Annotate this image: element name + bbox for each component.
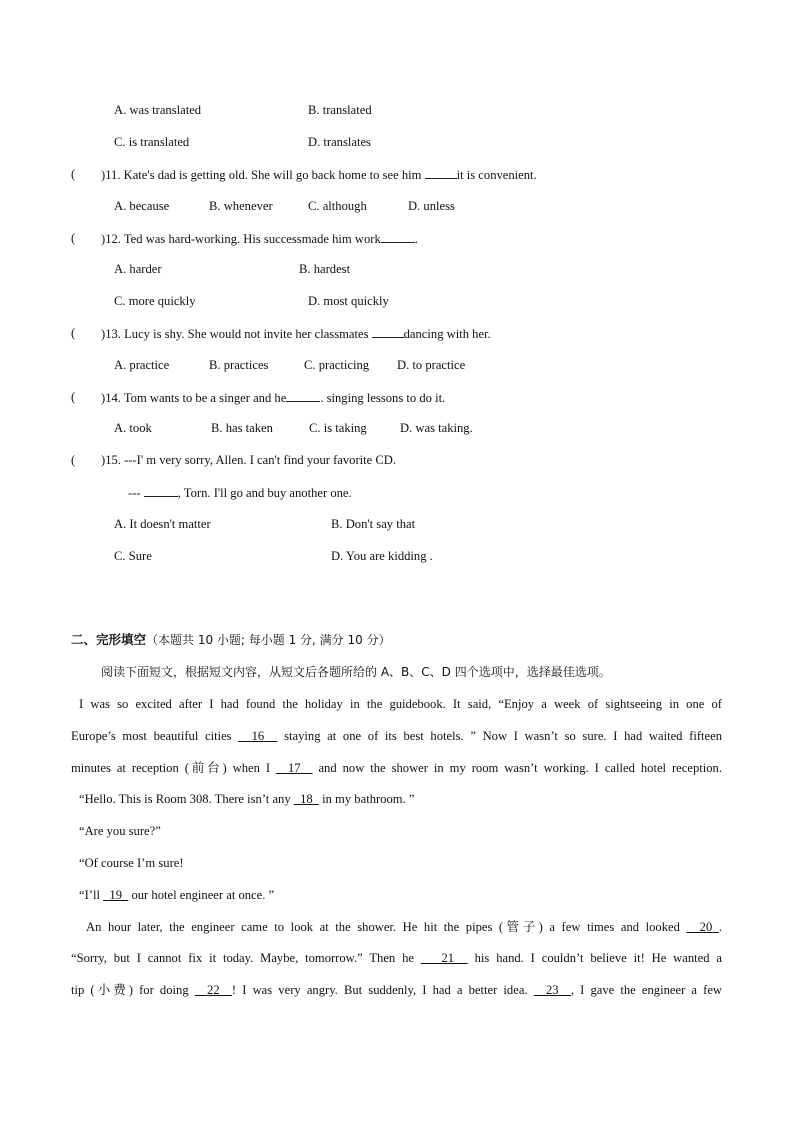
section-heading [71, 632, 391, 648]
q15-stem-text: 15. ---I' m very sorry, Allen. I can't find your favorite CD. [105, 453, 397, 467]
q12-stem-text: 12. Ted was hard-working. His successmade him work [105, 232, 381, 246]
q15-stem [101, 452, 396, 468]
q11-paren-close: ) [101, 168, 106, 182]
q12-paren-open: ( [71, 231, 76, 245]
q12-paren-close: ) [101, 232, 106, 246]
q14-stem-end: . singing lessons to do it. [320, 391, 446, 405]
passage-text: “Sorry, but I cannot fix it today. Maybe, tomorrow.” Then he [71, 951, 421, 965]
q11-stem-text: 11. Kate's dad is getting old. She will go back home to see him [105, 168, 425, 182]
q11-option-b: B. whenever [209, 199, 273, 213]
passage-text: . [718, 920, 723, 934]
q15-reply [128, 484, 352, 501]
blank-19 [103, 888, 128, 902]
blank-19-number: 19 [109, 888, 123, 902]
q13-option-d: D. to practice [397, 358, 466, 372]
q12-option-a: A. harder [114, 262, 162, 276]
passage-text: Europe’s most beautiful cities [71, 729, 239, 743]
q12-option-c: C. more quickly [114, 294, 196, 308]
q14-option-a: A. took [114, 421, 152, 435]
q10-option-b: B. translated [308, 103, 372, 117]
blank-22 [195, 983, 232, 997]
q11-option-a: A. because [114, 199, 170, 213]
q14-paren-close: ) [101, 391, 106, 405]
q15-option-c: C. Sure [114, 549, 152, 563]
passage-text: “Hello. This is Room 308. There isn’t any [79, 792, 294, 806]
passage-text: , I gave the engineer a few [570, 983, 723, 997]
passage-line-8 [86, 919, 722, 935]
q13-option-a: A. practice [114, 358, 170, 372]
q13-stem-end: dancing with her. [403, 327, 491, 341]
blank-21 [421, 951, 468, 965]
q15-paren-open: ( [71, 453, 76, 467]
q11-blank [425, 166, 457, 179]
blank-21-number: 21 [441, 951, 455, 965]
passage-text: in my bathroom. ” [318, 792, 415, 806]
q12-stem [101, 230, 418, 247]
q14-option-d: D. was taking. [400, 421, 473, 435]
q13-stem-text: 13. Lucy is shy. She would not invite her classmates [105, 327, 372, 341]
passage-text: staying at one of its best hotels. ” Now I wasn’t so sure. I had waited fifteen [277, 729, 722, 743]
passage-text: and now the shower in my room wasn’t working. I called hotel reception. [312, 761, 722, 775]
q15-reply-start: --- [128, 486, 144, 500]
q12-option-d: D. most quickly [308, 294, 389, 308]
q13-stem [101, 325, 491, 342]
passage-text: “I’ll [79, 888, 104, 902]
q14-option-c: C. is taking [309, 421, 367, 435]
section-title: 二、完形填空 [71, 632, 147, 647]
section-note: （本题共 10 小题; 每小题 1 分, 满分 10 分） [146, 633, 391, 647]
passage-line-3 [71, 760, 722, 776]
q13-paren-close: ) [101, 327, 106, 341]
q13-blank [372, 325, 404, 338]
q15-blank [144, 484, 178, 497]
passage-line-6: “Of course I’m sure! [79, 856, 184, 870]
q14-paren-open: ( [71, 390, 76, 404]
blank-23-number: 23 [545, 983, 559, 997]
passage-text: An hour later, the engineer came to look at the shower. He hit the pipes (管子) a few times and looked [86, 920, 687, 934]
passage-line-7 [79, 887, 274, 903]
blank-20-number: 20 [699, 920, 713, 934]
q15-paren-close: ) [101, 453, 106, 467]
passage-text: our hotel engineer at once. ” [128, 888, 275, 902]
q11-option-d: D. unless [408, 199, 455, 213]
blank-17-number: 17 [287, 761, 301, 775]
q11-stem-end: it is convenient. [456, 168, 537, 182]
section-instruction: 阅读下面短文，根据短文内容，从短文后各题所给的 A、B、C、D 四个选项中，选择最佳选项。 [101, 665, 611, 679]
q12-blank [381, 230, 415, 243]
blank-20 [687, 920, 719, 934]
blank-16 [238, 729, 277, 743]
blank-18-number: 18 [300, 792, 313, 806]
q15-reply-end: , Torn. I'll go and buy another one. [177, 486, 352, 500]
passage-text: his hand. I couldn’t believe it! He wanted a [467, 951, 723, 965]
passage-line-1: I was so excited after I had found the holiday in the guidebook. It said, “Enjoy a week of sightseeing in one of [79, 697, 722, 711]
passage-text: tip (小费) for doing [71, 983, 195, 997]
q12-option-b: B. hardest [299, 262, 351, 276]
passage-text: ! I was very angry. But suddenly, I had a better idea. [231, 983, 534, 997]
passage-line-10 [71, 982, 722, 998]
q14-stem [101, 389, 445, 406]
q15-option-d: D. You are kidding . [331, 549, 433, 563]
q11-paren-open: ( [71, 167, 76, 181]
passage-line-4 [79, 791, 414, 807]
q13-paren-open: ( [71, 326, 76, 340]
passage-text: minutes at reception (前台) when I [71, 761, 277, 775]
q14-stem-text: 14. Tom wants to be a singer and he [105, 391, 287, 405]
q10-option-a: A. was translated [114, 103, 202, 117]
q14-blank [286, 389, 320, 402]
blank-22-number: 22 [207, 983, 220, 997]
q11-stem [101, 166, 537, 183]
passage-line-9 [71, 950, 722, 966]
q15-option-a: A. It doesn't matter [114, 517, 211, 531]
blank-17 [276, 761, 312, 775]
passage-line-5: “Are you sure?” [79, 824, 161, 838]
q12-stem-end: . [414, 232, 418, 246]
blank-23 [534, 983, 571, 997]
q13-option-b: B. practices [209, 358, 269, 372]
blank-18 [294, 792, 319, 806]
q13-option-c: C. practicing [304, 358, 370, 372]
q11-option-c: C. although [308, 199, 367, 213]
blank-16-number: 16 [251, 729, 265, 743]
q15-option-b: B. Don't say that [331, 517, 416, 531]
q14-option-b: B. has taken [211, 421, 273, 435]
q10-option-d: D. translates [308, 135, 371, 149]
q10-option-c: C. is translated [114, 135, 190, 149]
passage-line-2 [71, 728, 722, 744]
